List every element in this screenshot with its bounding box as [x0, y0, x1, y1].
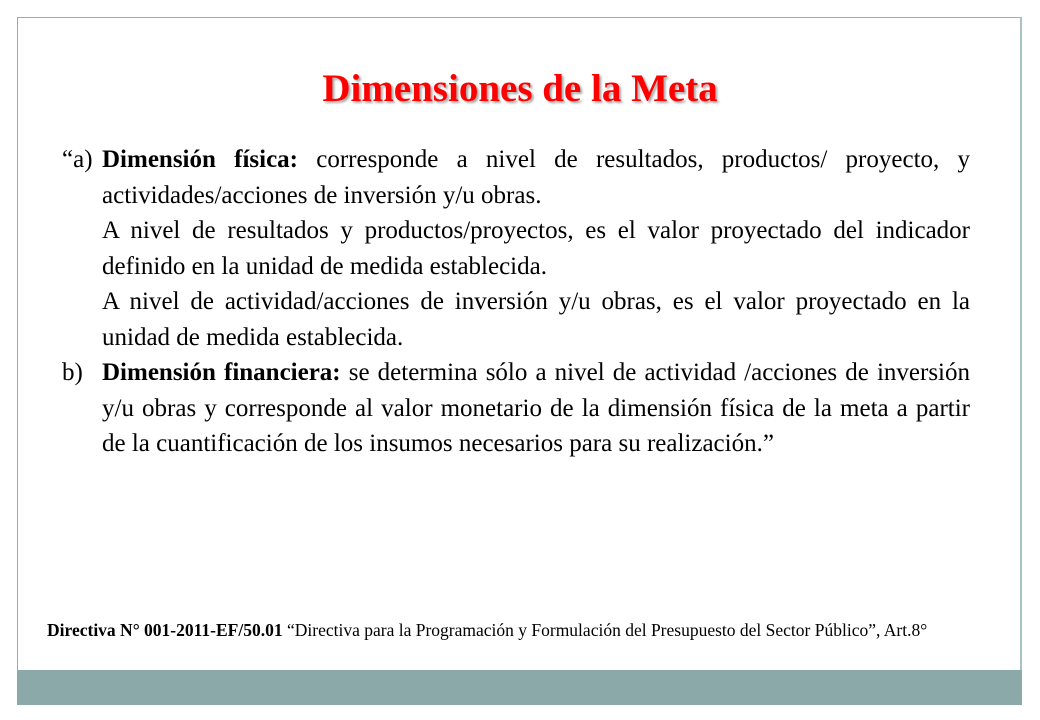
item-b-lead: b)	[62, 359, 83, 386]
citation	[47, 620, 997, 641]
item-b	[62, 355, 970, 462]
item-a-text: corresponde a nivel de resultados, productos/ proyecto, y actividades/acciones de inversión y/u obras.	[102, 146, 970, 209]
item-a	[62, 142, 970, 213]
footer-band	[17, 670, 1022, 705]
right-edge-rule	[1020, 17, 1022, 705]
body-text	[62, 142, 970, 462]
item-b-text: se determina sólo a nivel de actividad /acciones de inversión y/u obras y corresponde al valor monetario de la dimensión física de la meta a partir de la cuantificación de los insumos necesarios para su realización.”	[102, 359, 970, 457]
citation-ref: Directiva N° 001-2011-EF/50.01	[47, 620, 283, 640]
item-a-lead: “a)	[62, 146, 93, 173]
item-b-term: Dimensión financiera:	[102, 359, 341, 386]
citation-text: “Directiva para la Programación y Formulación del Presupuesto del Sector Público”, Art.8°	[282, 620, 928, 640]
item-a-sub1: A nivel de resultados y productos/proyectos, es el valor proyectado del indicador definido en la unidad de medida establecida.	[102, 217, 970, 280]
slide-title: Dimensiones de la Meta	[322, 67, 718, 110]
item-a-sub2: A nivel de actividad/acciones de inversión y/u obras, es el valor proyectado en la unidad de medida establecida.	[102, 288, 970, 351]
item-a-term: Dimensión física:	[102, 146, 298, 173]
